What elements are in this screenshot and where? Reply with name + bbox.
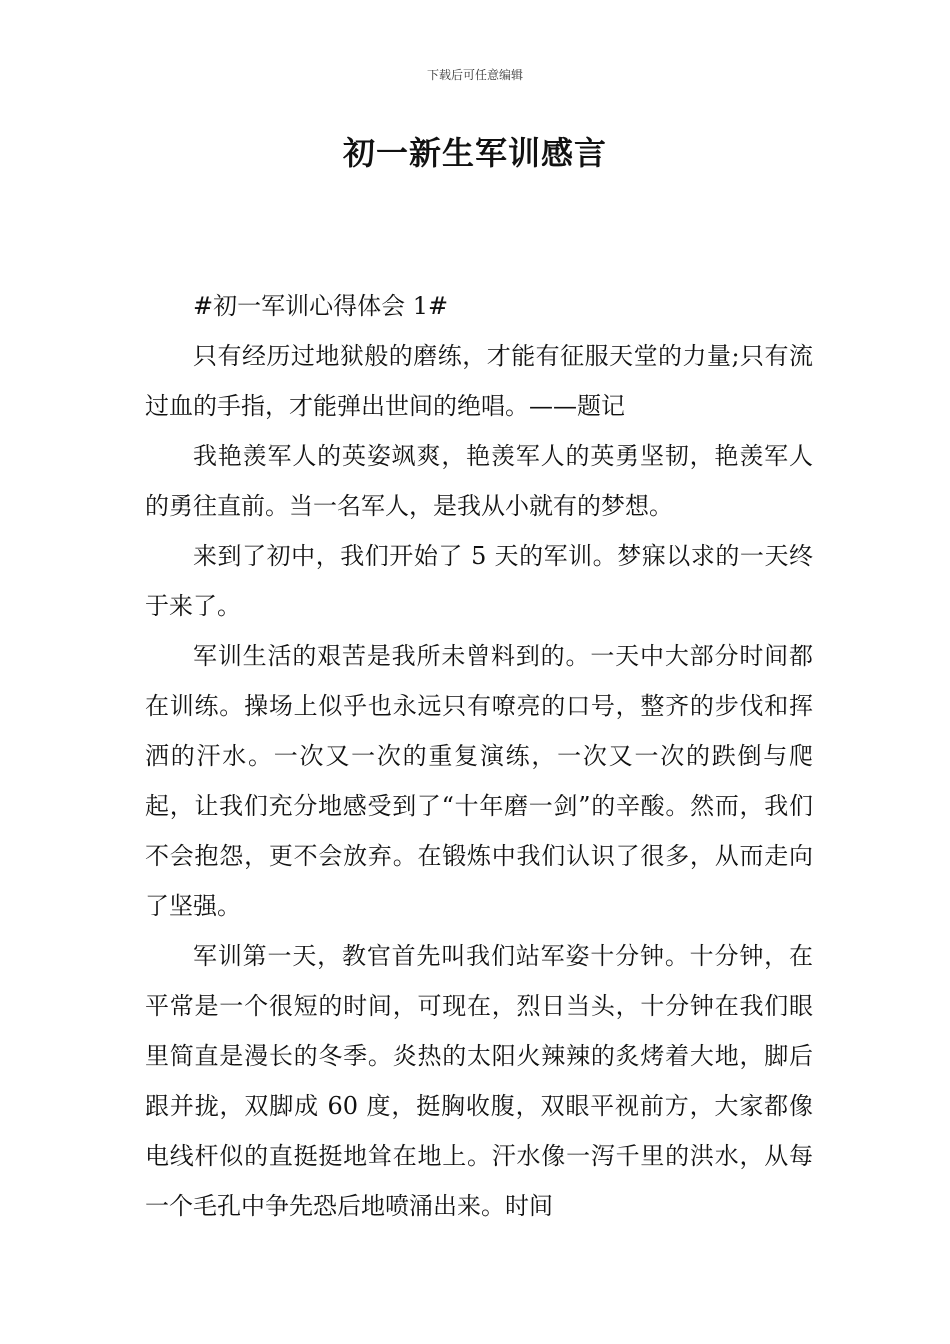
section-heading: #初一军训心得体会 1#	[193, 292, 449, 320]
paragraph: 军训生活的艰苦是我所未曾料到的。一天中大部分时间都在训练。操场上似乎也永远只有嘹亮的口号，整齐的步伐和挥洒的汗水。一次又一次的重复演练，一次又一次的跌倒与爬起，让我们充分地感受到了“十年磨一剑”的辛酸。然而，我们不会抱怨，更不会放弃。在锻炼中我们认识了很多，从而走向了坚强。	[145, 642, 813, 920]
paragraph: 只有经历过地狱般的磨练，才能有征服天堂的力量;只有流过血的手指，才能弹出世间的绝唱。——题记	[145, 342, 813, 420]
header-note: 下载后可任意编辑	[426, 68, 523, 82]
document-body	[145, 281, 813, 1231]
document-title: 初一新生军训感言	[342, 134, 607, 172]
paragraph: 来到了初中，我们开始了 5 天的军训。梦寐以求的一天终于来了。	[145, 542, 813, 620]
paragraph: 我艳羡军人的英姿飒爽，艳羡军人的英勇坚韧，艳羡军人的勇往直前。当一名军人，是我从小就有的梦想。	[145, 442, 813, 520]
paragraph: 军训第一天，教官首先叫我们站军姿十分钟。十分钟，在平常是一个很短的时间，可现在，烈日当头，十分钟在我们眼里简直是漫长的冬季。炎热的太阳火辣辣的炙烤着大地，脚后跟并拢，双脚成 60 度，挺胸收腹，双眼平视前方，大家都像电线杆似的直挺挺地耸在地上。汗水像一泻千里的洪水，从每一个毛孔中争先恐后地喷涌出来。时间	[145, 942, 813, 1220]
